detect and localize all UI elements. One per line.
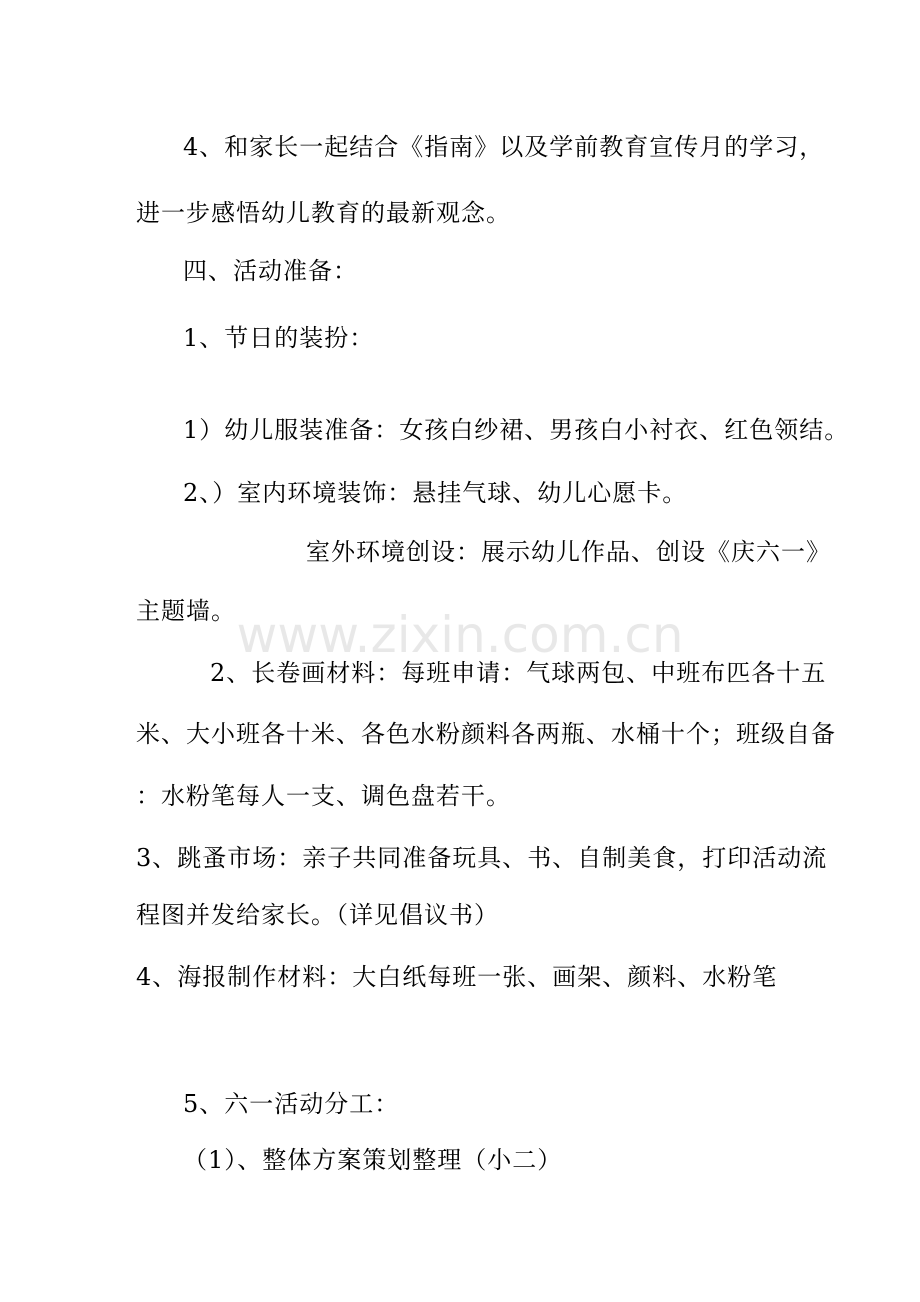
text-line: 2、）室内环境装饰：悬挂气球、幼儿心愿卡。	[183, 479, 688, 507]
text-line: 主题墙。	[136, 597, 236, 625]
text-line: 进一步感悟幼儿教育的最新观念。	[136, 199, 511, 227]
text-line: 1）幼儿服装准备：女孩白纱裙、男孩白小衬衣、红色领结。	[183, 416, 850, 444]
text-line: 3、跳蚤市场：亲子共同准备玩具、书、自制美食，打印活动流	[136, 844, 828, 872]
text-line: （1）、整体方案策划整理（小二）	[183, 1146, 563, 1174]
section-heading: 四、活动准备：	[183, 257, 358, 285]
text-line: 室外环境创设：展示幼儿作品、创设《庆六一》	[306, 538, 831, 566]
text-line: 4、和家长一起结合《指南》以及学前教育宣传月的学习，	[183, 133, 825, 161]
text-line: 5、六一活动分工：	[183, 1090, 400, 1118]
text-line: 2、长卷画材料：每班申请：气球两包、中班布匹各十五	[210, 659, 827, 687]
text-line: 米、大小班各十米、各色水粉颜料各两瓶、水桶十个；班级自备	[136, 720, 836, 748]
text-line: 4、海报制作材料：大白纸每班一张、画架、颜料、水粉笔	[136, 963, 778, 991]
text-line: 1、节日的装扮：	[183, 324, 375, 352]
text-line: 程图并发给家长。（详见倡议书）	[136, 901, 499, 929]
watermark: www.zixin.com.cn	[236, 606, 684, 664]
text-line: ：水粉笔每人一支、调色盘若干。	[136, 782, 511, 810]
